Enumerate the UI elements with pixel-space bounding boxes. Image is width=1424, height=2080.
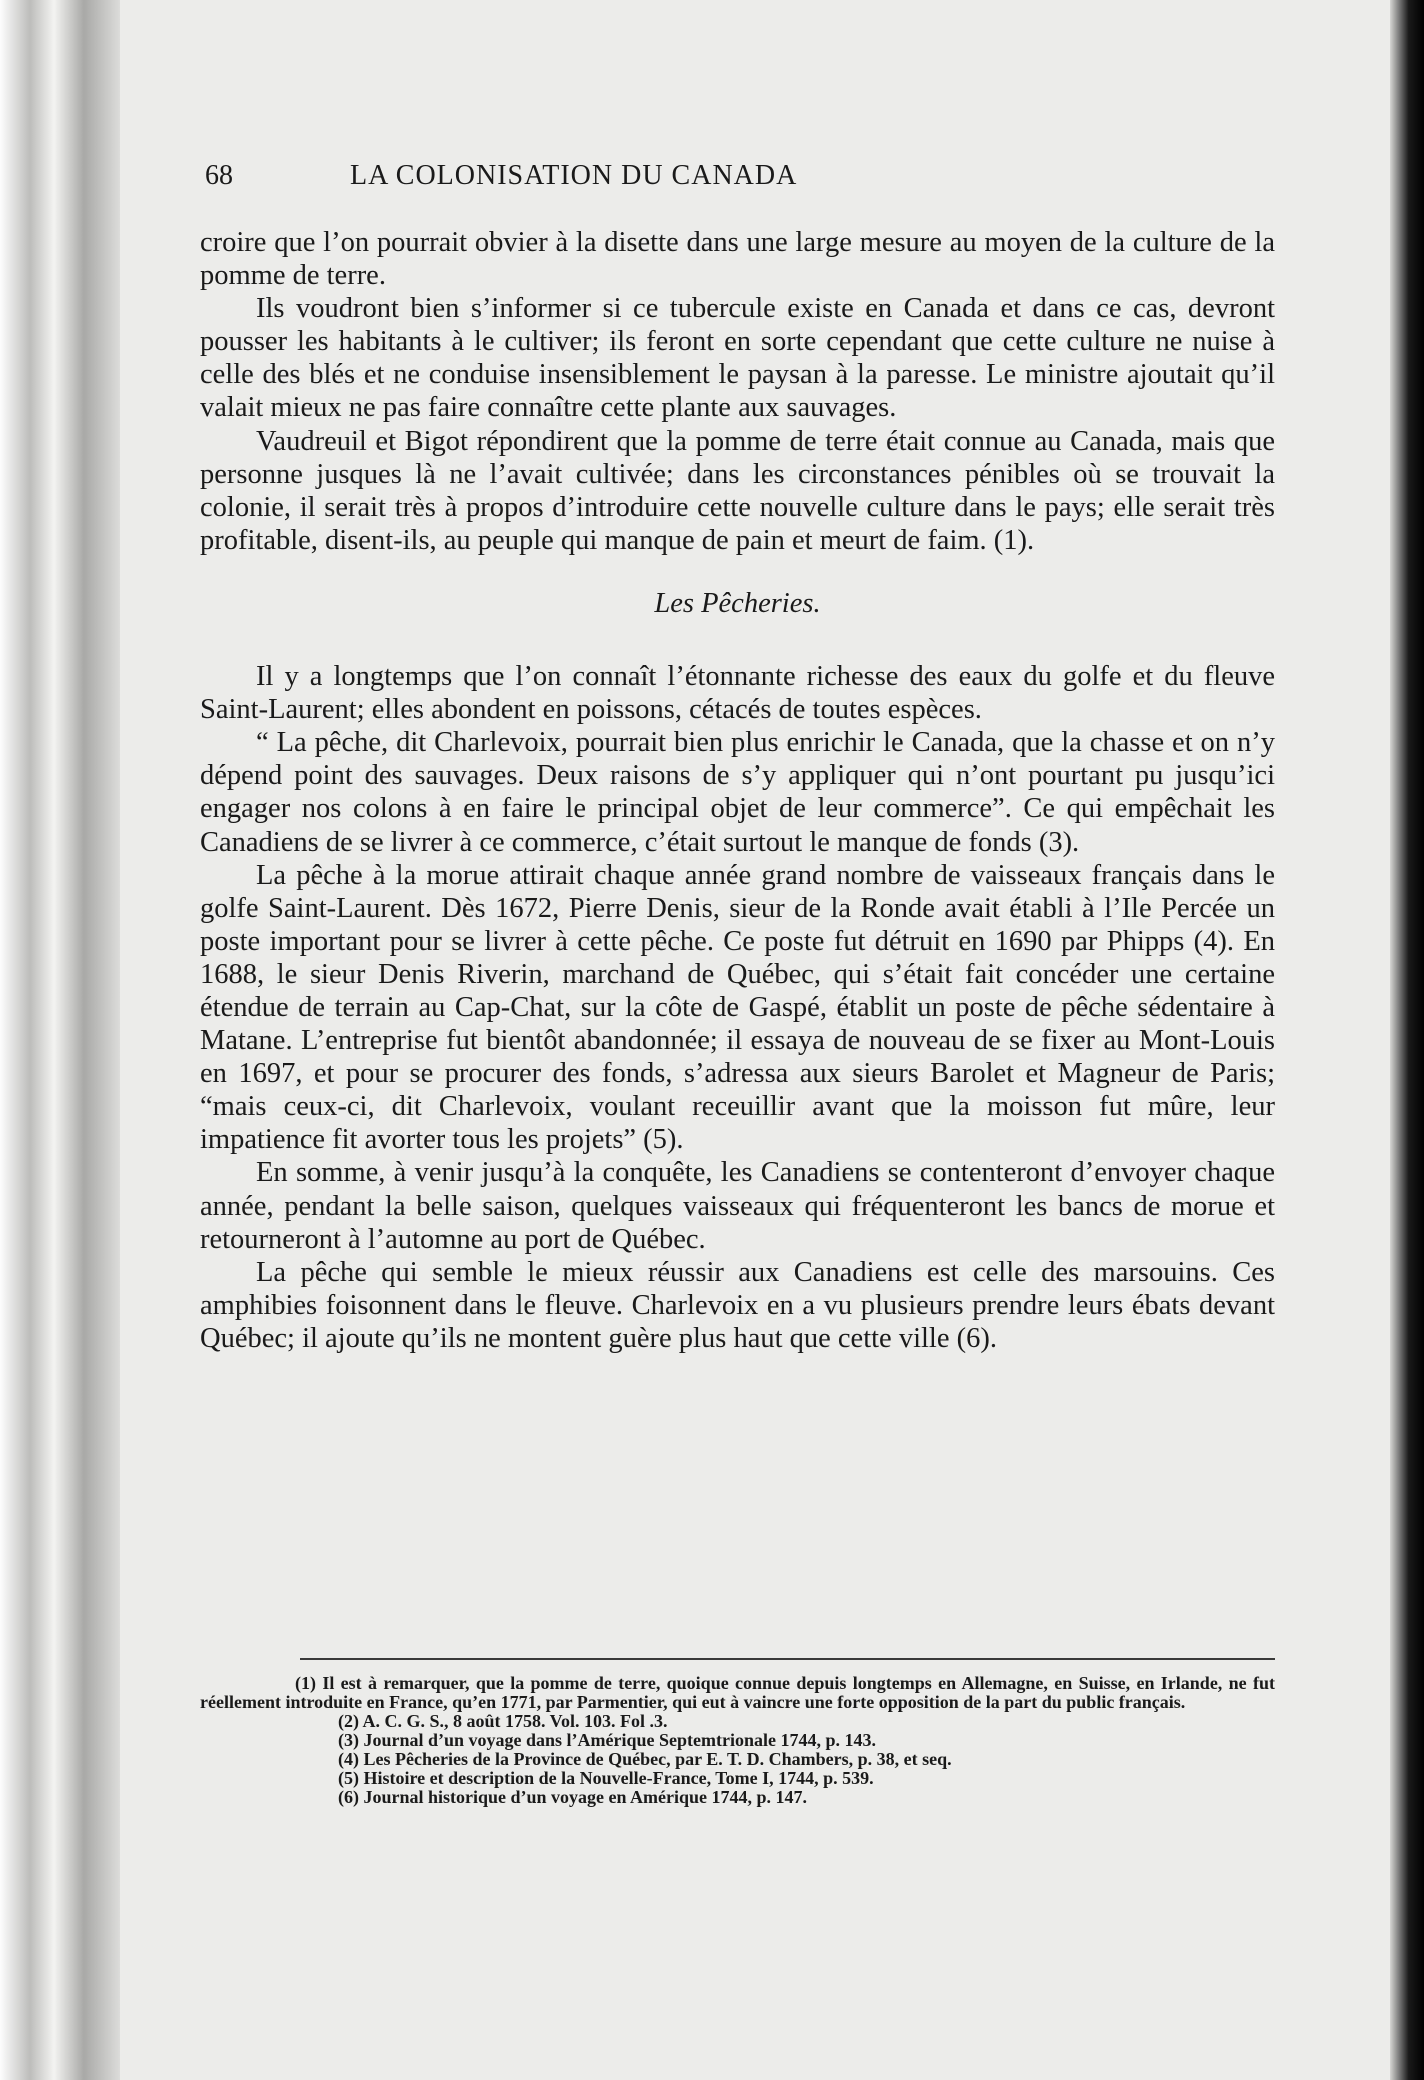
section-title: Les Pêcheries. [654, 587, 821, 619]
book-gutter [0, 0, 120, 2080]
page-number: 68 [205, 160, 233, 191]
footnote: (2) A. C. G. S., 8 août 1758. Vol. 103. Fol .3. [338, 1711, 668, 1731]
paragraph: “ La pêche, dit Charlevoix, pourrait bien plus enrichir le Canada, que la chasse et on n’y dépend point des sauvages. Deux raisons de s’y appliquer qui n’ont pourtant pu jusqu’ici engager nos colons à en faire le principal objet de leur commerce”. Ce qui empêchait les Canadiens de se livrer à ce commerce, c’était surtout le manque de fonds (3). [200, 727, 1275, 858]
paragraph: Vaudreuil et Bigot répondirent que la pomme de terre était connue au Canada, mais que personne jusques là ne l’avait cultivée; dans les circonstances pénibles où se trouvait la colonie, il serait très à propos d’introduire cette nouvelle culture dans le pays; elle serait très profitable, disent-ils, au peuple qui manque de pain et meurt de faim. (1). [200, 425, 1275, 556]
footnote-rule [300, 1658, 1275, 1660]
paragraph: La pêche à la morue attirait chaque année grand nombre de vaisseaux français dans le golfe Saint-Laurent. Dès 1672, Pierre Denis, sieur de la Ronde avait établi à l’Ile Percée un poste important pour se livrer à cette pêche. Ce poste fut détruit en 1690 par Phipps (4). En 1688, le sieur Denis Riverin, marchand de Québec, qui s’était fait concéder une certaine étendue de terrain au Cap-Chat, sur la côte de Gaspé, établit un poste de pêche sédentaire à Matane. L’entreprise fut bientôt abandonnée; il essaya de nouveau de se fixer au Mont-Louis en 1697, et pour se procurer des fonds, s’adressa aux sieurs Barolet et Magneur de Paris; “mais ceux-ci, dit Charlevoix, voulant receuillir avant que la moisson fut mûre, leur impatience fit avorter tous les projets” (5). [200, 859, 1275, 1156]
paragraph: En somme, à venir jusqu’à la conquête, les Canadiens se contenteront d’envoyer chaque année, pendant la belle saison, quelques vaisseaux qui fréquenteront les bancs de morue et retourneront à l’automne au port de Québec. [200, 1157, 1275, 1255]
page-header [205, 160, 1075, 200]
paragraph: La pêche qui semble le mieux réussir aux Canadiens est celle des marsouins. Ces amphibies foisonnent dans le fleuve. Charlevoix en a vu plusieurs prendre leurs ébats devant Québec; il ajoute qu’ils ne montent guère plus haut que cette ville (6). [200, 1256, 1275, 1354]
footnote: (6) Journal historique d’un voyage en Amérique 1744, p. 147. [338, 1787, 808, 1807]
running-title: LA COLONISATION DU CANADA [350, 160, 798, 191]
paragraph: Ils voudront bien s’informer si ce tubercule existe en Canada et dans ce cas, devront pousser les habitants à le cultiver; ils feront en sorte cependant que cette culture ne nuise à celle des blés et ne conduise insensiblement le paysan à la paresse. Le ministre ajoutait qu’il valait mieux ne pas faire connaître cette plante aux sauvages. [200, 293, 1275, 424]
footnote: (1) Il est à remarquer, que la pomme de terre, quoique connue depuis longtemps en Allemagne, en Suisse, en Irlande, ne fut réellement introduite en France, qu’en 1771, par Parmentier, qui eut à vaincre une forte opposition de la part du public français. [200, 1673, 1275, 1712]
page-edge-shadow [1390, 0, 1424, 2080]
footnote: (4) Les Pêcheries de la Province de Québec, par E. T. D. Chambers, p. 38, et seq. [338, 1749, 952, 1769]
footnotes [200, 1674, 1275, 1807]
body-text [200, 226, 1275, 1355]
paragraph: croire que l’on pourrait obvier à la disette dans une large mesure au moyen de la culture de la pomme de terre. [200, 227, 1275, 292]
footnote: (5) Histoire et description de la Nouvelle-France, Tome I, 1744, p. 539. [338, 1768, 874, 1788]
footnote: (3) Journal d’un voyage dans l’Amérique Septemtrionale 1744, p. 143. [338, 1730, 877, 1750]
paragraph: Il y a longtemps que l’on connaît l’étonnante richesse des eaux du golfe et du fleuve Saint-Laurent; elles abondent en poissons, cétacés de toutes espèces. [200, 661, 1275, 726]
